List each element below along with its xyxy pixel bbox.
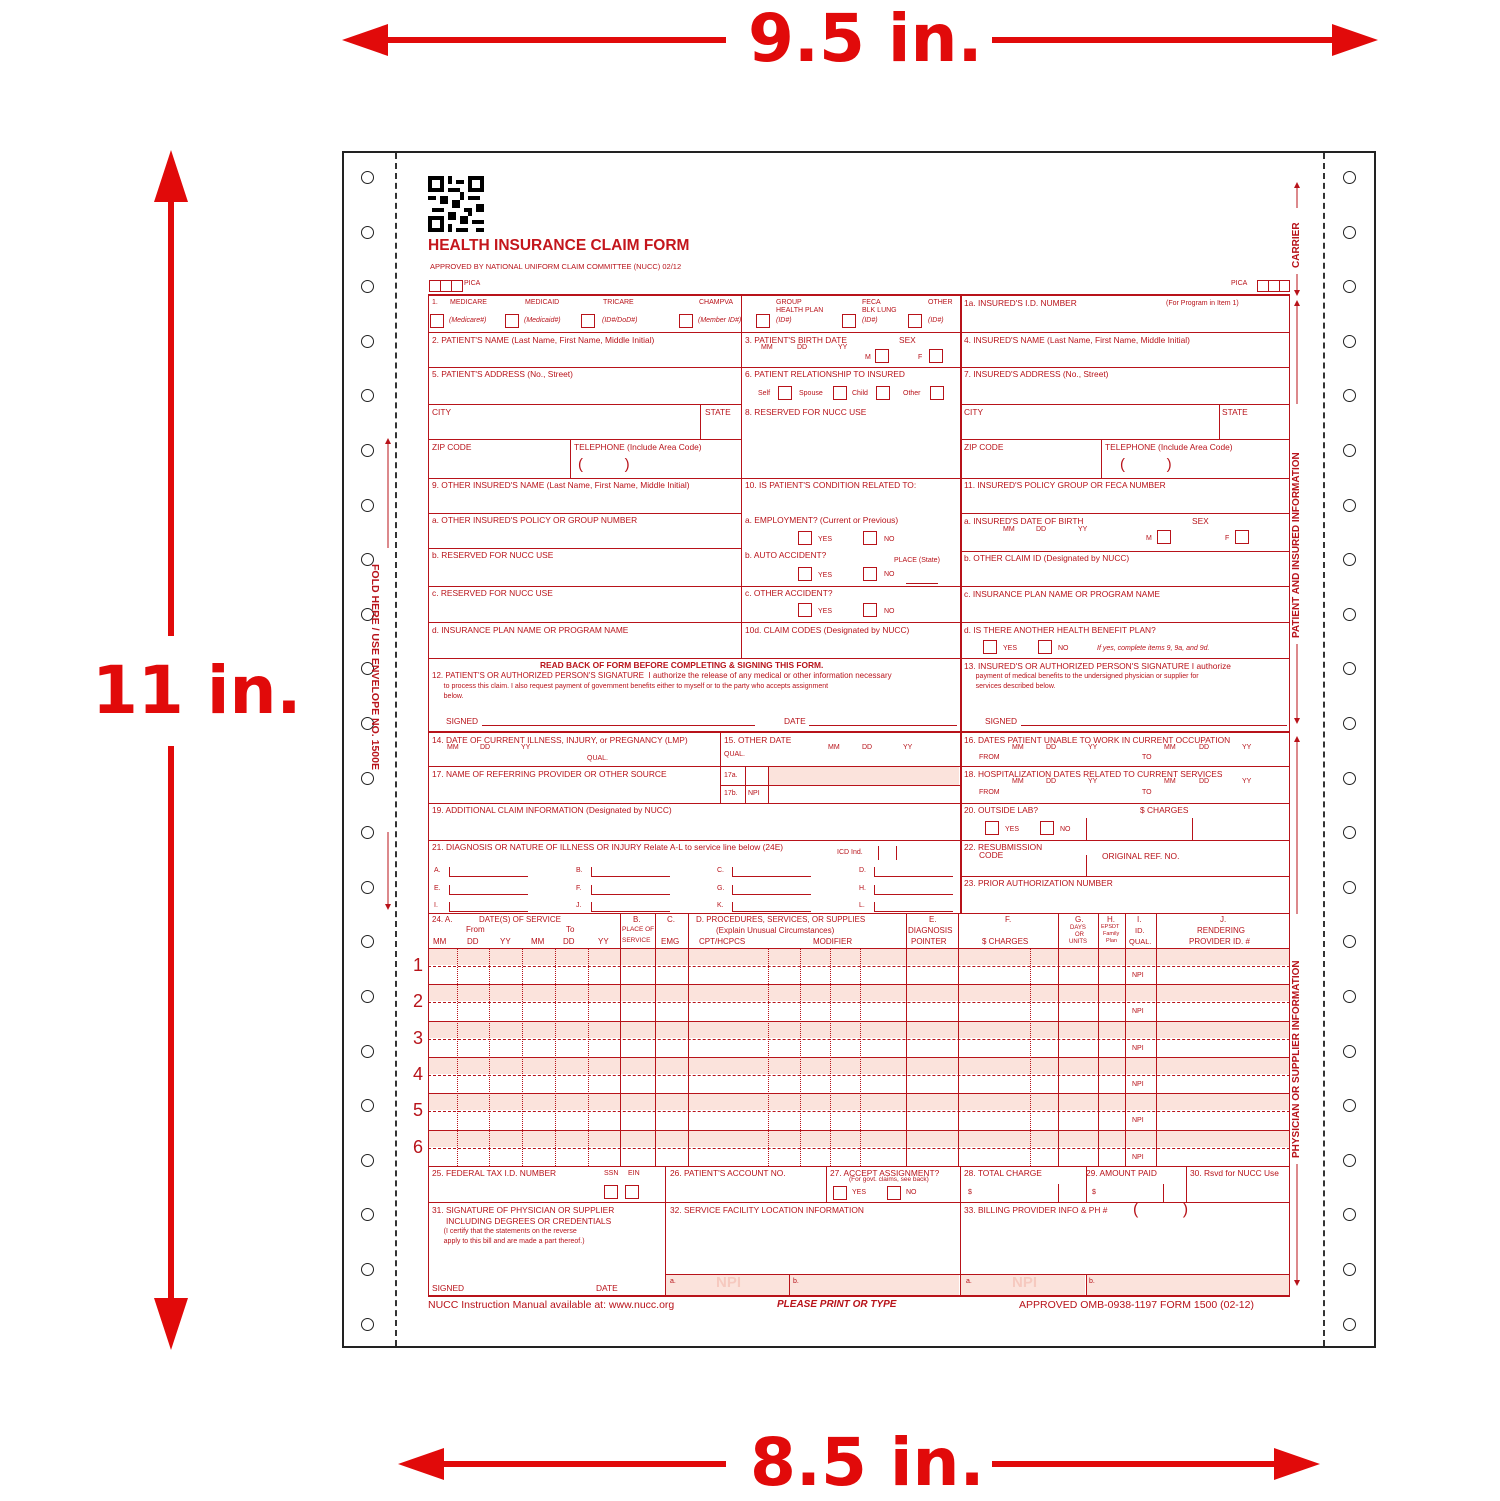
tractor-hole: [361, 990, 374, 1003]
diagnosis-letter: E.: [434, 885, 441, 892]
tricare-label: TRICARE: [603, 299, 634, 306]
height-label-left: 11 in.: [92, 652, 302, 729]
accept-assignment-no-checkbox[interactable]: [887, 1186, 901, 1200]
service-line-number: 2: [413, 991, 424, 1012]
service-line-shaded: [429, 1094, 1289, 1110]
patient-insured-info-label: PATIENT AND INSURED INFORMATION: [1291, 452, 1302, 638]
service-line-number: 4: [413, 1063, 424, 1084]
service-line-number: 5: [413, 1100, 424, 1121]
tractor-hole: [1343, 499, 1356, 512]
tractor-hole: [361, 226, 374, 239]
service-line-row[interactable]: [430, 967, 1288, 983]
diagnosis-code-field[interactable]: [591, 867, 670, 877]
tractor-hole: [361, 1263, 374, 1276]
tractor-hole: [361, 881, 374, 894]
medicare-label: MEDICARE: [450, 299, 487, 306]
relationship-label: 6. PATIENT RELATIONSHIP TO INSURED: [745, 369, 905, 379]
footer-nucc-manual: NUCC Instruction Manual available at: www.nucc.org: [428, 1299, 675, 1311]
npi-label: NPI: [1132, 1153, 1144, 1161]
width-label-top: 9.5 in.: [748, 0, 983, 77]
tractor-hole: [1343, 772, 1356, 785]
outside-lab-no-checkbox[interactable]: [1040, 821, 1054, 835]
qr-code-icon: [428, 176, 484, 232]
tractor-hole: [1343, 608, 1356, 621]
diagnosis-letter: F.: [576, 885, 582, 892]
auto-accident-no-checkbox[interactable]: [863, 567, 877, 581]
diagnosis-code-field[interactable]: [449, 902, 528, 912]
diagnosis-code-field[interactable]: [874, 867, 953, 877]
medicaid-checkbox[interactable]: [505, 314, 519, 328]
carrier-label: CARRIER: [1291, 222, 1302, 268]
employment-no-checkbox[interactable]: [863, 531, 877, 545]
fold-arrows-left: [382, 436, 394, 916]
diagnosis-letter: J.: [576, 902, 582, 909]
service-line-shaded: [429, 949, 1289, 965]
pica-boxes-left[interactable]: [429, 280, 463, 292]
group-checkbox[interactable]: [756, 314, 770, 328]
diagnosis-code-field[interactable]: [732, 867, 811, 877]
diagnosis-code-field[interactable]: [732, 885, 811, 895]
diagnosis-letter: B.: [576, 867, 583, 874]
diagnosis-letter: H.: [859, 885, 866, 892]
insured-id-field[interactable]: [962, 310, 1288, 331]
diagnosis-letter: D.: [859, 867, 866, 874]
service-line-shaded: [429, 1131, 1289, 1147]
other-checkbox[interactable]: [908, 314, 922, 328]
side-arrows-right: [1290, 180, 1304, 1300]
diagnosis-code-field[interactable]: [874, 885, 953, 895]
tractor-hole: [1343, 335, 1356, 348]
relationship-spouse-checkbox[interactable]: [833, 386, 847, 400]
tractor-hole: [1343, 717, 1356, 730]
read-back-notice: READ BACK OF FORM BEFORE COMPLETING & SIGNING THIS FORM.: [540, 660, 824, 670]
tractor-hole: [1343, 881, 1356, 894]
fold-here-label: FOLD HERE / USE ENVELOPE NO. 1500E: [369, 564, 381, 770]
accept-assignment-yes-checkbox[interactable]: [833, 1186, 847, 1200]
diagnosis-code-field[interactable]: [874, 902, 953, 912]
medicaid-label: MEDICAID: [525, 299, 560, 306]
footer-omb: APPROVED OMB-0938-1197 FORM 1500 (02-12): [1019, 1299, 1254, 1311]
reserved-8-label: 8. RESERVED FOR NUCC USE: [745, 407, 867, 417]
npi-label: NPI: [1132, 1044, 1144, 1052]
service-line-shaded: [429, 1058, 1289, 1074]
height-arrow-left: [148, 148, 194, 1354]
patient-name-label: 2. PATIENT'S NAME (Last Name, First Name, Middle Initial): [432, 335, 655, 345]
pica-label-right: PICA: [1231, 280, 1248, 287]
policy-group-label: 11. INSURED'S POLICY GROUP OR FECA NUMBER: [964, 480, 1166, 490]
diagnosis-code-field[interactable]: [449, 885, 528, 895]
service-line-number: 1: [413, 955, 424, 975]
employment-yes-checkbox[interactable]: [798, 531, 812, 545]
tractor-hole: [361, 1154, 374, 1167]
tractor-hole: [1343, 1154, 1356, 1167]
approved-nucc: APPROVED BY NATIONAL UNIFORM CLAIM COMMITTEE (NUCC) 02/12: [430, 262, 682, 271]
patient-signature-field[interactable]: [482, 710, 755, 725]
insured-id-label: 1a. INSURED'S I.D. NUMBER: [964, 298, 1077, 308]
patient-address-label: 5. PATIENT'S ADDRESS (No., Street): [432, 369, 573, 379]
npi-label: NPI: [1132, 1080, 1144, 1088]
pica-boxes-right[interactable]: [1257, 280, 1290, 292]
diagnosis-letter: A.: [434, 867, 441, 874]
tractor-hole: [361, 171, 374, 184]
service-line-row[interactable]: [430, 1003, 1288, 1019]
tractor-hole: [1343, 444, 1356, 457]
diagnosis-code-field[interactable]: [591, 885, 670, 895]
ein-checkbox[interactable]: [625, 1185, 639, 1199]
diagnosis-letter: K.: [717, 902, 724, 909]
insured-address-label: 7. INSURED'S ADDRESS (No., Street): [964, 369, 1109, 379]
service-line-shaded: [429, 1022, 1289, 1038]
tractor-hole: [1343, 990, 1356, 1003]
tractor-hole: [1343, 1263, 1356, 1276]
diagnosis-code-field[interactable]: [591, 902, 670, 912]
tractor-hole: [361, 1045, 374, 1058]
other-insured-name-label: 9. OTHER INSURED'S NAME (Last Name, First Name, Middle Initial): [432, 480, 690, 490]
another-plan-yes-checkbox[interactable]: [983, 640, 997, 654]
npi-label: NPI: [1132, 1008, 1144, 1016]
tractor-hole: [1343, 1318, 1356, 1331]
tractor-hole: [361, 1318, 374, 1331]
medicare-checkbox[interactable]: [430, 314, 444, 328]
patient-sex-m-checkbox[interactable]: [875, 349, 889, 363]
diagnosis-letter: C.: [717, 867, 724, 874]
service-line-number: 6: [413, 1136, 424, 1157]
group-label: GROUP: [776, 299, 802, 306]
patient-sex-f-checkbox[interactable]: [929, 349, 943, 363]
tractor-hole: [361, 499, 374, 512]
tractor-hole: [361, 772, 374, 785]
form-title: HEALTH INSURANCE CLAIM FORM: [428, 237, 690, 254]
service-line-row[interactable]: [430, 1149, 1288, 1165]
insured-sex-f-checkbox[interactable]: [1235, 530, 1249, 544]
pica-label-left: PICA: [464, 280, 481, 287]
birth-date-label: 3. PATIENT'S BIRTH DATE: [745, 335, 847, 345]
perforation-right: [1323, 153, 1325, 1346]
relationship-self-checkbox[interactable]: [778, 386, 792, 400]
outside-lab-yes-checkbox[interactable]: [985, 821, 999, 835]
service-line-row[interactable]: [430, 1112, 1288, 1128]
diagnosis-letter: I.: [434, 902, 438, 909]
tricare-checkbox[interactable]: [581, 314, 595, 328]
another-plan-no-checkbox[interactable]: [1038, 640, 1052, 654]
npi-label: NPI: [1132, 972, 1144, 979]
tractor-hole: [1343, 226, 1356, 239]
feca-checkbox[interactable]: [842, 314, 856, 328]
diagnosis-letter: L.: [859, 902, 865, 909]
other-accident-yes-checkbox[interactable]: [798, 603, 812, 617]
champva-checkbox[interactable]: [679, 314, 693, 328]
tractor-hole: [361, 444, 374, 457]
other-label: OTHER: [928, 299, 953, 306]
tractor-hole: [1343, 1045, 1356, 1058]
physician-supplier-info-label: PHYSICIAN OR SUPPLIER INFORMATION: [1291, 960, 1302, 1158]
champva-label: CHAMPVA: [699, 299, 734, 306]
relationship-child-checkbox[interactable]: [876, 386, 890, 400]
other-accident-no-checkbox[interactable]: [863, 603, 877, 617]
condition-related-label: 10. IS PATIENT'S CONDITION RELATED TO:: [745, 480, 917, 490]
perforation-left: [395, 153, 397, 1346]
npi-label: NPI: [1132, 1117, 1144, 1125]
ssn-checkbox[interactable]: [604, 1185, 618, 1199]
patient-name-field[interactable]: [430, 346, 740, 366]
tractor-hole: [1343, 171, 1356, 184]
diagnosis-letter: G.: [717, 885, 725, 892]
diagnosis-code-field[interactable]: [732, 902, 811, 912]
relationship-other-checkbox[interactable]: [930, 386, 944, 400]
diagnosis-code-field[interactable]: [449, 867, 528, 877]
service-line-row[interactable]: [430, 1040, 1288, 1056]
service-line-number: 3: [413, 1027, 424, 1048]
auto-accident-yes-checkbox[interactable]: [798, 567, 812, 581]
feca-label: FECA: [862, 299, 881, 306]
width-label-bottom: 8.5 in.: [750, 1424, 985, 1501]
footer-print-type: PLEASE PRINT OR TYPE: [777, 1299, 897, 1310]
service-line-shaded: [429, 985, 1289, 1001]
insured-name-label: 4. INSURED'S NAME (Last Name, First Name, Middle Initial): [964, 335, 1190, 345]
insured-sex-m-checkbox[interactable]: [1157, 530, 1171, 544]
service-line-row[interactable]: [430, 1076, 1288, 1092]
tractor-hole: [361, 335, 374, 348]
